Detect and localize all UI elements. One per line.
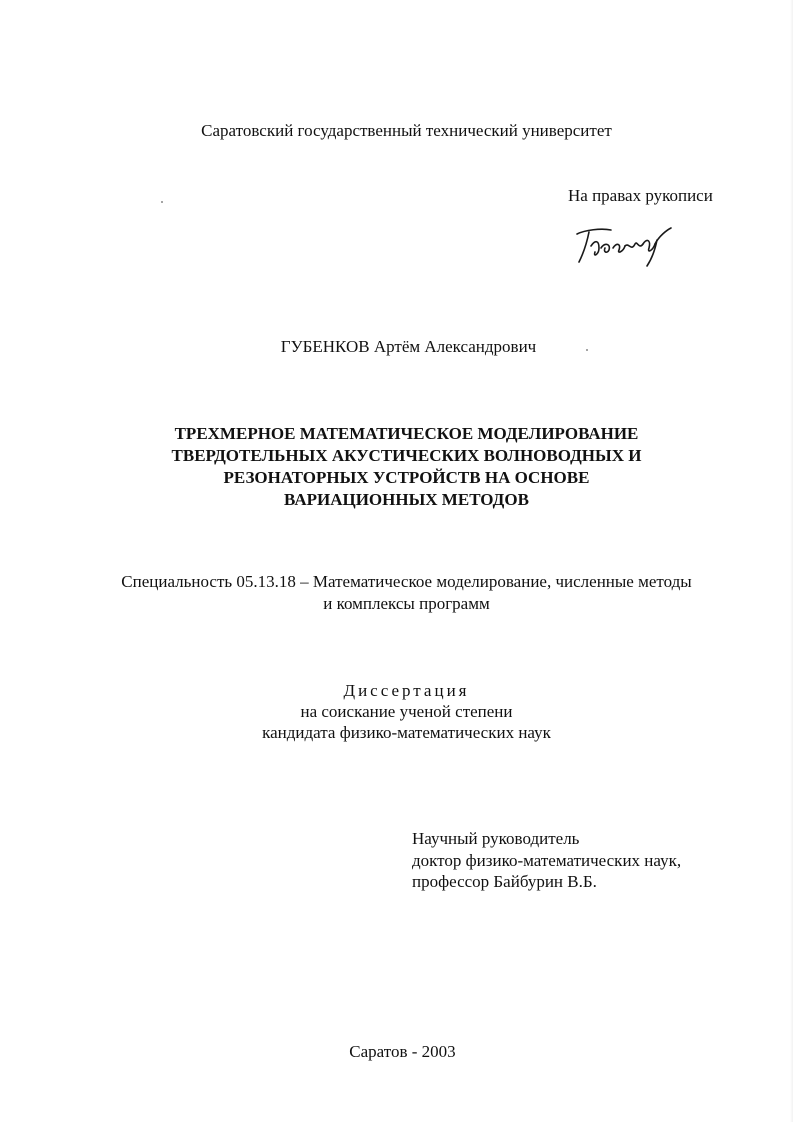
title-line: ТРЕХМЕРНОЕ МАТЕМАТИЧЕСКОЕ МОДЕЛИРОВАНИЕ <box>174 424 639 443</box>
degree-line: на соискание ученой степени <box>300 702 513 721</box>
document-type: Диссертация <box>343 681 470 700</box>
dissertation-title <box>0 423 793 511</box>
university-name: Саратовский государственный технический университет <box>201 121 612 140</box>
title-line: ВАРИАЦИОННЫХ МЕТОДОВ <box>284 490 529 509</box>
rights-note: На правах рукописи <box>568 186 713 205</box>
city-year: Саратов - 2003 <box>349 1042 456 1061</box>
degree-line: кандидата физико-математических наук <box>262 723 551 742</box>
specialty-line: Специальность 05.13.18 – Математическое моделирование, численные методы <box>121 572 692 591</box>
scan-speck <box>586 349 588 351</box>
title-line: РЕЗОНАТОРНЫХ УСТРОЙСТВ НА ОСНОВЕ <box>223 468 590 487</box>
handwritten-signature <box>571 222 675 268</box>
supervisor-line: профессор Байбурин В.Б. <box>412 872 597 891</box>
specialty-line: и комплексы программ <box>323 594 490 613</box>
scan-speck <box>161 201 163 203</box>
supervisor-line: Научный руководитель <box>412 829 580 848</box>
supervisor-line: доктор физико-математических наук, <box>412 851 682 870</box>
author-name: ГУБЕНКОВ Артём Александрович <box>280 337 537 356</box>
title-line: ТВЕРДОТЕЛЬНЫХ АКУСТИЧЕСКИХ ВОЛНОВОДНЫХ И <box>171 446 642 465</box>
